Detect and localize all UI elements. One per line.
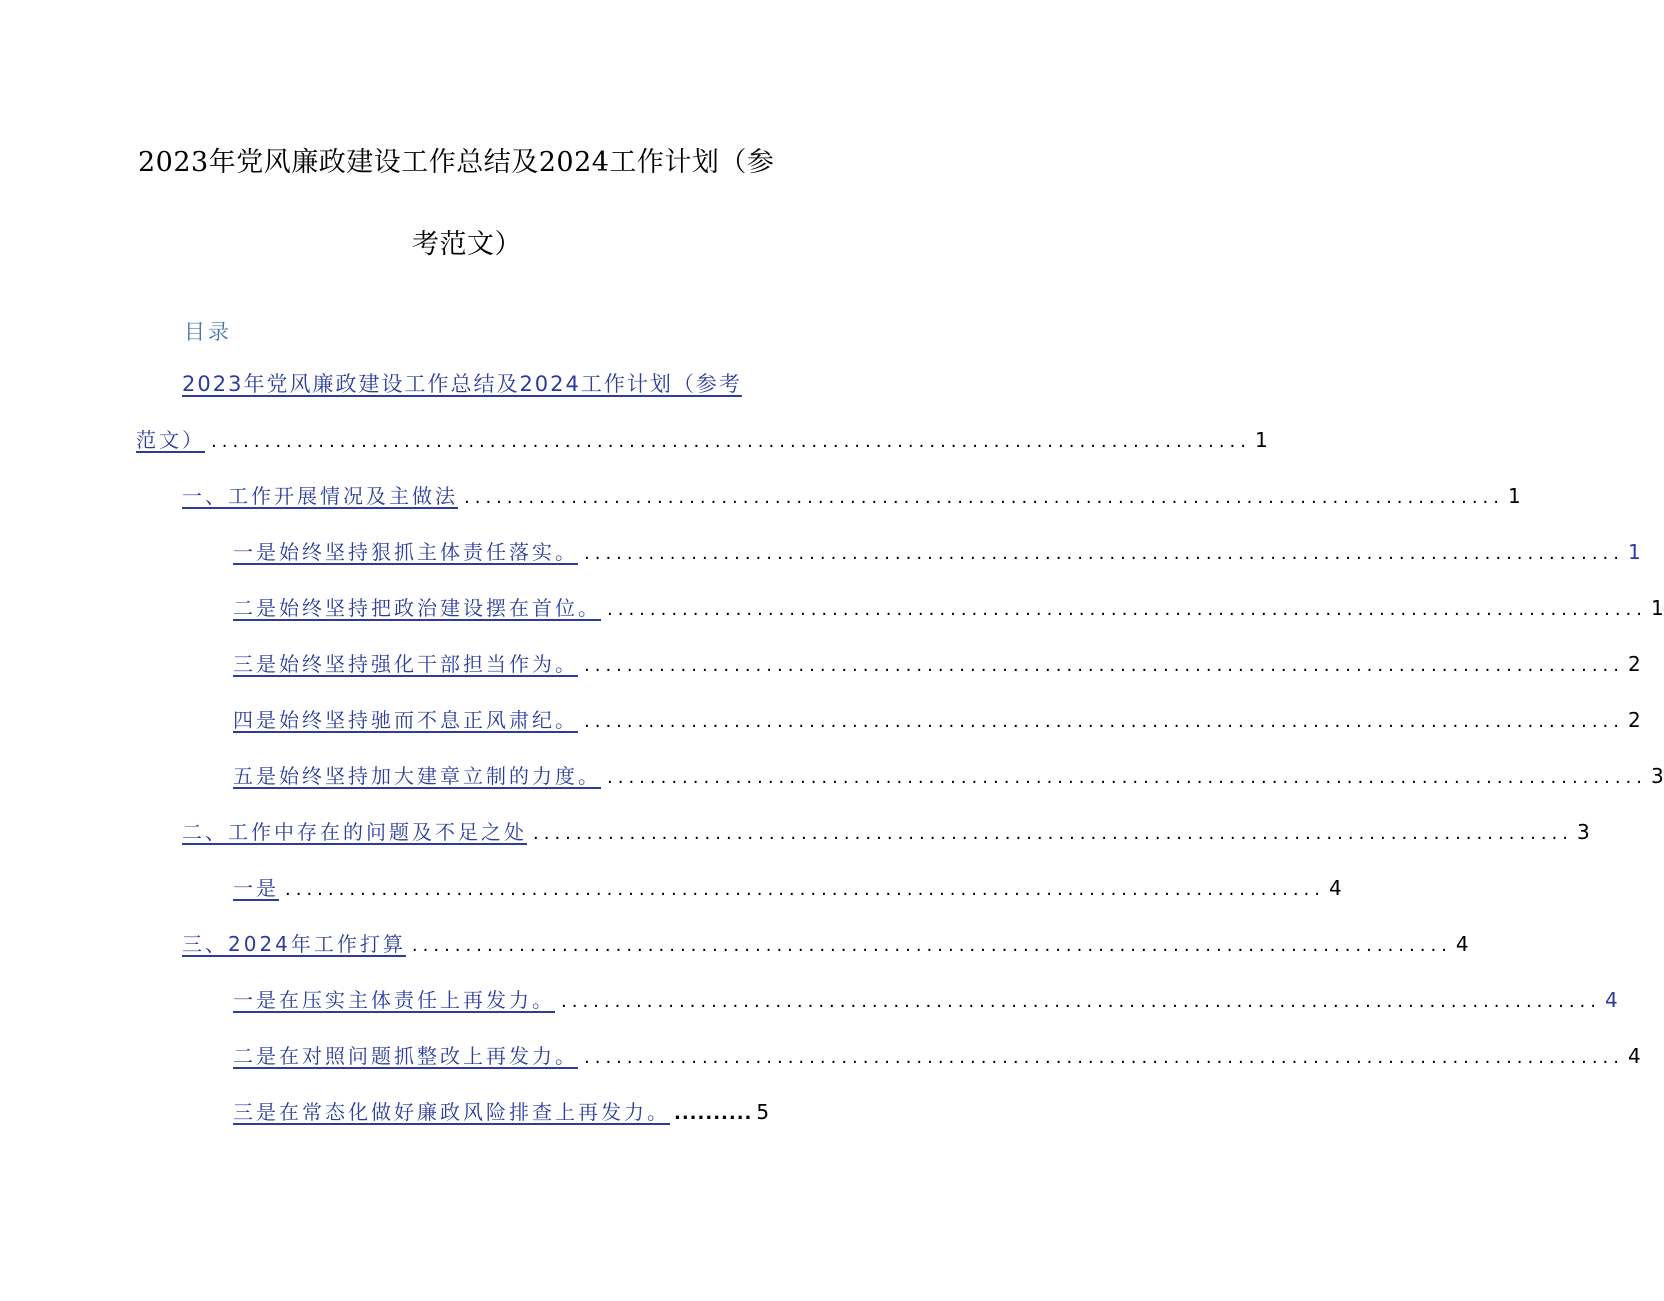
toc-entry-main-title (136, 424, 1268, 456)
toc-leader-dots: ................................................................................................. (584, 711, 1625, 732)
toc-entry-link[interactable]: 二是在对照问题抓整改上再发力。 (233, 1044, 578, 1068)
toc-page-number: 2 (1628, 652, 1641, 676)
toc-heading: 目录 (184, 320, 232, 344)
toc-entry-section-3-item-2 (233, 1040, 1641, 1072)
toc-entry-section-1-item-3 (233, 648, 1641, 680)
toc-leader-dots: ................................................................................................. (411, 935, 1452, 956)
toc-entry-link[interactable]: 二、工作中存在的问题及不足之处 (182, 820, 527, 844)
toc-page-number: 1 (1255, 428, 1268, 452)
toc-page-number: 3 (1577, 820, 1590, 844)
toc-leader-dots: ................................................................................................. (584, 543, 1625, 564)
toc-entry-link[interactable]: 五是始终坚持加大建章立制的力度。 (233, 764, 601, 788)
toc-entry-section-3-item-1 (233, 984, 1618, 1016)
toc-leader-dots: ................................................................................................. (533, 823, 1574, 844)
toc-entry-main-title-line-2[interactable]: 范文） (136, 428, 205, 452)
toc-leader-dots: ................................................................................................. (607, 767, 1648, 788)
toc-entry-link[interactable]: 三是始终坚持强化干部担当作为。 (233, 652, 578, 676)
toc-entry-main-title-line-1[interactable]: 2023年党风廉政建设工作总结及2024工作计划（参考 (182, 372, 742, 396)
toc-entry-link[interactable]: 二是始终坚持把政治建设摆在首位。 (233, 596, 601, 620)
toc-entry-section-1-item-4 (233, 704, 1641, 736)
toc-page-number: 1 (1508, 484, 1521, 508)
toc-page-number: 4 (1329, 876, 1342, 900)
toc-entry-link[interactable]: 四是始终坚持驰而不息正风肃纪。 (233, 708, 578, 732)
toc-entry-section-3-item-3 (233, 1096, 769, 1128)
toc-leader-dots: ................................................................................................. (285, 879, 1326, 900)
toc-entry-section-2-item-1 (233, 872, 1342, 904)
toc-entry-section-2 (182, 816, 1590, 848)
toc-entry-link[interactable]: 一是 (233, 876, 279, 900)
toc-leader-dots: .......... (674, 1103, 753, 1124)
toc-leader-dots: ................................................................................................. (464, 487, 1505, 508)
toc-entry-section-1-item-5 (233, 760, 1664, 792)
toc-page-number: 1 (1628, 540, 1641, 564)
toc-leader-dots: ................................................................................................. (211, 431, 1252, 452)
toc-entry-section-1 (182, 480, 1521, 512)
toc-page-number: 1 (1651, 596, 1664, 620)
toc-entry-link[interactable]: 三是在常态化做好廉政风险排查上再发力。 (233, 1100, 670, 1124)
toc-entry-link[interactable]: 三、2024年工作打算 (182, 932, 406, 956)
toc-page-number: 5 (756, 1100, 770, 1124)
toc-entry-link[interactable]: 一是在压实主体责任上再发力。 (233, 988, 555, 1012)
toc-leader-dots: ................................................................................................. (584, 1047, 1625, 1068)
toc-page-number: 2 (1628, 708, 1641, 732)
toc-entry-link[interactable]: 一是始终坚持狠抓主体责任落实。 (233, 540, 578, 564)
toc-leader-dots: ................................................................................................. (561, 991, 1602, 1012)
toc-entry-section-1-item-1 (233, 536, 1641, 568)
toc-page-number: 3 (1651, 764, 1664, 788)
toc-entry-link[interactable]: 一、工作开展情况及主做法 (182, 484, 458, 508)
toc-page-number: 4 (1455, 932, 1469, 956)
toc-entry-section-1-item-2 (233, 592, 1664, 624)
toc-leader-dots: ................................................................................................. (584, 655, 1625, 676)
toc-entry-section-3 (182, 928, 1469, 960)
toc-page-number: 4 (1605, 988, 1618, 1012)
document-title-line-1: 2023年党风廉政建设工作总结及2024工作计划（参 (138, 147, 775, 178)
toc-leader-dots: ................................................................................................. (607, 599, 1648, 620)
document-title-line-2: 考范文） (412, 229, 522, 260)
toc-page-number: 4 (1628, 1044, 1641, 1068)
